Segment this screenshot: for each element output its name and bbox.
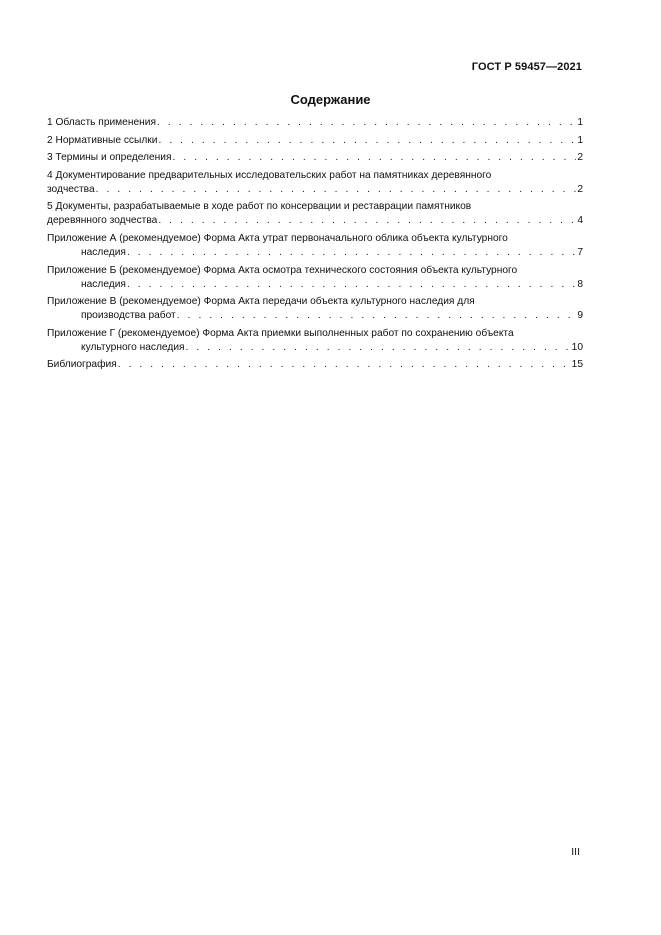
toc-entry-text-continued: деревянного зодчества bbox=[47, 215, 158, 227]
toc-entry-appendix-b[interactable] bbox=[47, 264, 583, 292]
toc-page-number: 10 bbox=[571, 341, 583, 353]
toc-entry-text: 4 Документирование предварительных исследовательских работ на памятниках деревянного bbox=[47, 169, 492, 181]
toc-entry-text: Библиография bbox=[47, 359, 117, 371]
toc-leader-dots bbox=[127, 246, 576, 260]
toc-page-number: 1 bbox=[577, 134, 583, 146]
toc-entry-text-continued: зодчества bbox=[47, 183, 95, 195]
toc-entry-appendix-a[interactable] bbox=[47, 232, 583, 260]
toc-entry-text: 2 Нормативные ссылки bbox=[47, 134, 158, 146]
toc-leader-dots bbox=[177, 309, 577, 323]
toc-page-number: 4 bbox=[577, 215, 583, 227]
toc-leader-dots bbox=[158, 214, 576, 228]
toc-leader-dots bbox=[186, 341, 571, 355]
toc-page-number: 9 bbox=[577, 310, 583, 322]
toc-page-number: 2 bbox=[577, 152, 583, 164]
toc-leader-dots bbox=[157, 116, 576, 130]
toc-page-number: 15 bbox=[571, 359, 583, 371]
toc-entry-text: Приложение В (рекомендуемое) Форма Акта передачи объекта культурного наследия для bbox=[47, 296, 475, 308]
table-of-contents bbox=[47, 116, 583, 376]
toc-entry-3[interactable] bbox=[47, 151, 583, 165]
toc-entry-text: 3 Термины и определения bbox=[47, 152, 172, 164]
toc-title: Содержание bbox=[290, 92, 371, 107]
toc-entry-text-continued: культурного наследия bbox=[81, 341, 185, 353]
toc-entry-appendix-g[interactable] bbox=[47, 327, 583, 355]
toc-page-number: 8 bbox=[577, 278, 583, 290]
toc-entry-text-continued: наследия bbox=[81, 278, 126, 290]
toc-entry-1[interactable] bbox=[47, 116, 583, 130]
toc-leader-dots bbox=[127, 278, 576, 292]
toc-leader-dots bbox=[118, 358, 571, 372]
toc-leader-dots bbox=[158, 134, 576, 148]
toc-leader-dots bbox=[172, 151, 576, 165]
toc-entry-text: 1 Область применения bbox=[47, 117, 156, 128]
toc-page-number: 2 bbox=[577, 183, 583, 195]
toc-leader-dots bbox=[96, 183, 577, 197]
toc-page-number: 1 bbox=[577, 117, 583, 128]
standard-code: ГОСТ Р 59457—2021 bbox=[471, 61, 582, 73]
toc-entry-5[interactable] bbox=[47, 200, 583, 228]
toc-page-number: 7 bbox=[577, 246, 583, 258]
toc-entry-text-continued: производства работ bbox=[81, 310, 176, 322]
toc-entry-4[interactable] bbox=[47, 169, 583, 197]
toc-entry-text: Приложение Б (рекомендуемое) Форма Акта осмотра технического состояния объекта культурного bbox=[47, 264, 518, 276]
toc-entry-text: Приложение А (рекомендуемое) Форма Акта утрат первоначального облика объекта культурного bbox=[47, 232, 508, 244]
toc-entry-text: Приложение Г (рекомендуемое) Форма Акта приемки выполненных работ по сохранению объекта bbox=[47, 327, 514, 339]
toc-entry-text: 5 Документы, разрабатываемые в ходе работ по консервации и реставрации памятников bbox=[47, 201, 472, 213]
toc-entry-bibliography[interactable] bbox=[47, 358, 583, 372]
toc-entry-appendix-v[interactable] bbox=[47, 295, 583, 323]
page-number: III bbox=[571, 846, 580, 858]
toc-entry-text-continued: наследия bbox=[81, 246, 126, 258]
toc-entry-2[interactable] bbox=[47, 134, 583, 148]
